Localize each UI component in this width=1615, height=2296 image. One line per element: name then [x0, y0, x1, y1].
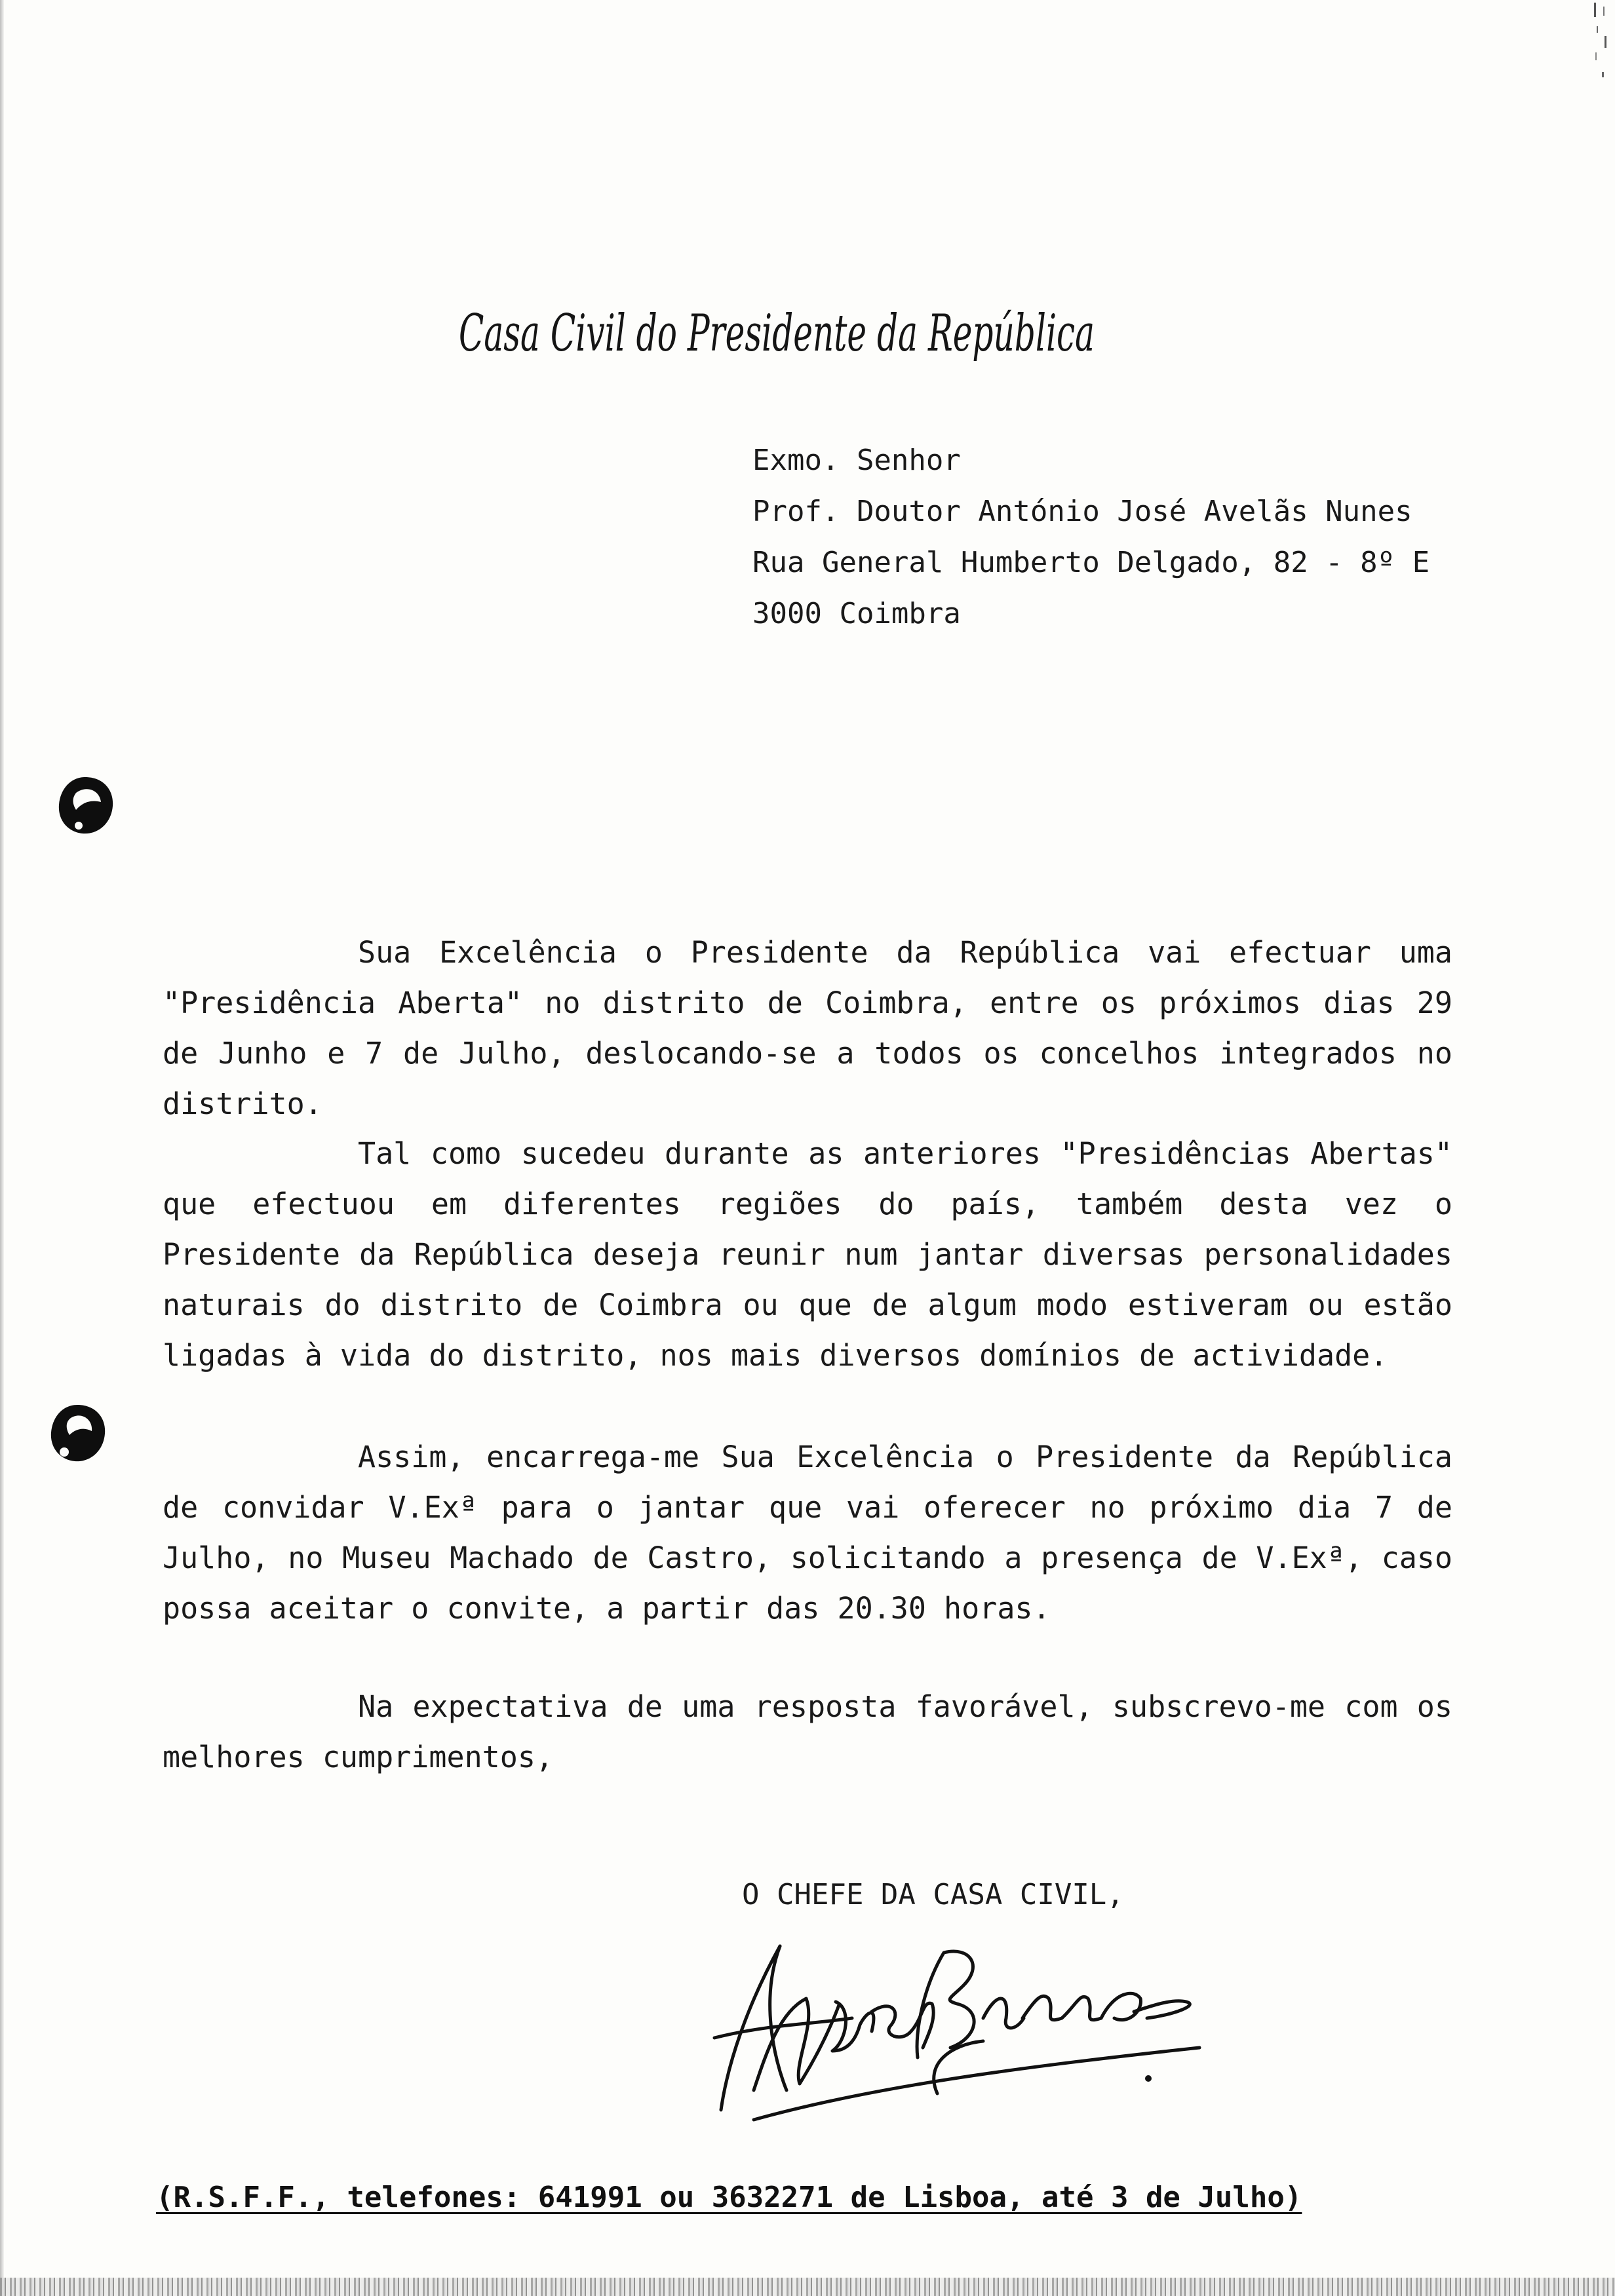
punch-hole-icon: [52, 773, 118, 839]
letterhead: [459, 298, 1114, 377]
body-paragraph: Sua Excelência o Presidente da República vai efectuar uma "Presidência Aberta" no distrito de Coimbra, entre os próximos dias 29 de Junho e 7 de Julho, deslocando-se a todos os concelhos integrados no distrito.: [163, 935, 1452, 1121]
recipient-salutation: Exmo. Senhor: [752, 444, 961, 477]
body-paragraph: Na expectativa de uma resposta favorável, subscrevo-me com os melhores cumprimentos,: [163, 1689, 1452, 1774]
recipient-address: [752, 435, 1430, 640]
signature-image: [675, 1926, 1232, 2123]
scan-bottom-edge: [0, 2278, 1615, 2296]
scan-edge: [0, 0, 4, 2296]
recipient-name: Prof. Doutor António José Avelãs Nunes: [752, 495, 1412, 528]
scan-specks: [1591, 0, 1611, 85]
punch-hole-icon: [45, 1401, 110, 1466]
recipient-city: 3000 Coimbra: [752, 597, 961, 630]
recipient-street: Rua General Humberto Delgado, 82 - 8º E: [752, 546, 1430, 579]
letterhead-text: Casa Civil do Presidente da República: [459, 304, 1095, 363]
body-paragraph: Tal como sucedeu durante as anteriores "Presidências Abertas" que efectuou em diferentes regiões do país, também desta vez o Presidente da República deseja reunir num jantar diversas personalidades naturais do distrito de Coimbra ou que de algum modo estiveram ou estão ligadas à vida do distrito, nos mais diversos domínios de actividade.: [163, 1136, 1452, 1373]
closing-title: O CHEFE DA CASA CIVIL,: [742, 1878, 1124, 1911]
body-paragraph: Assim, encarrega-me Sua Excelência o Presidente da República de convidar V.Exª para o jantar que vai oferecer no próximo dia 7 de Julho, no Museu Machado de Castro, solicitando a presença de V.Exª, caso possa aceitar o convite, a partir das 20.30 horas.: [163, 1440, 1452, 1626]
footer-note: (R.S.F.F., telefones: 641991 ou 3632271 de Lisboa, até 3 de Julho): [156, 2181, 1302, 2214]
